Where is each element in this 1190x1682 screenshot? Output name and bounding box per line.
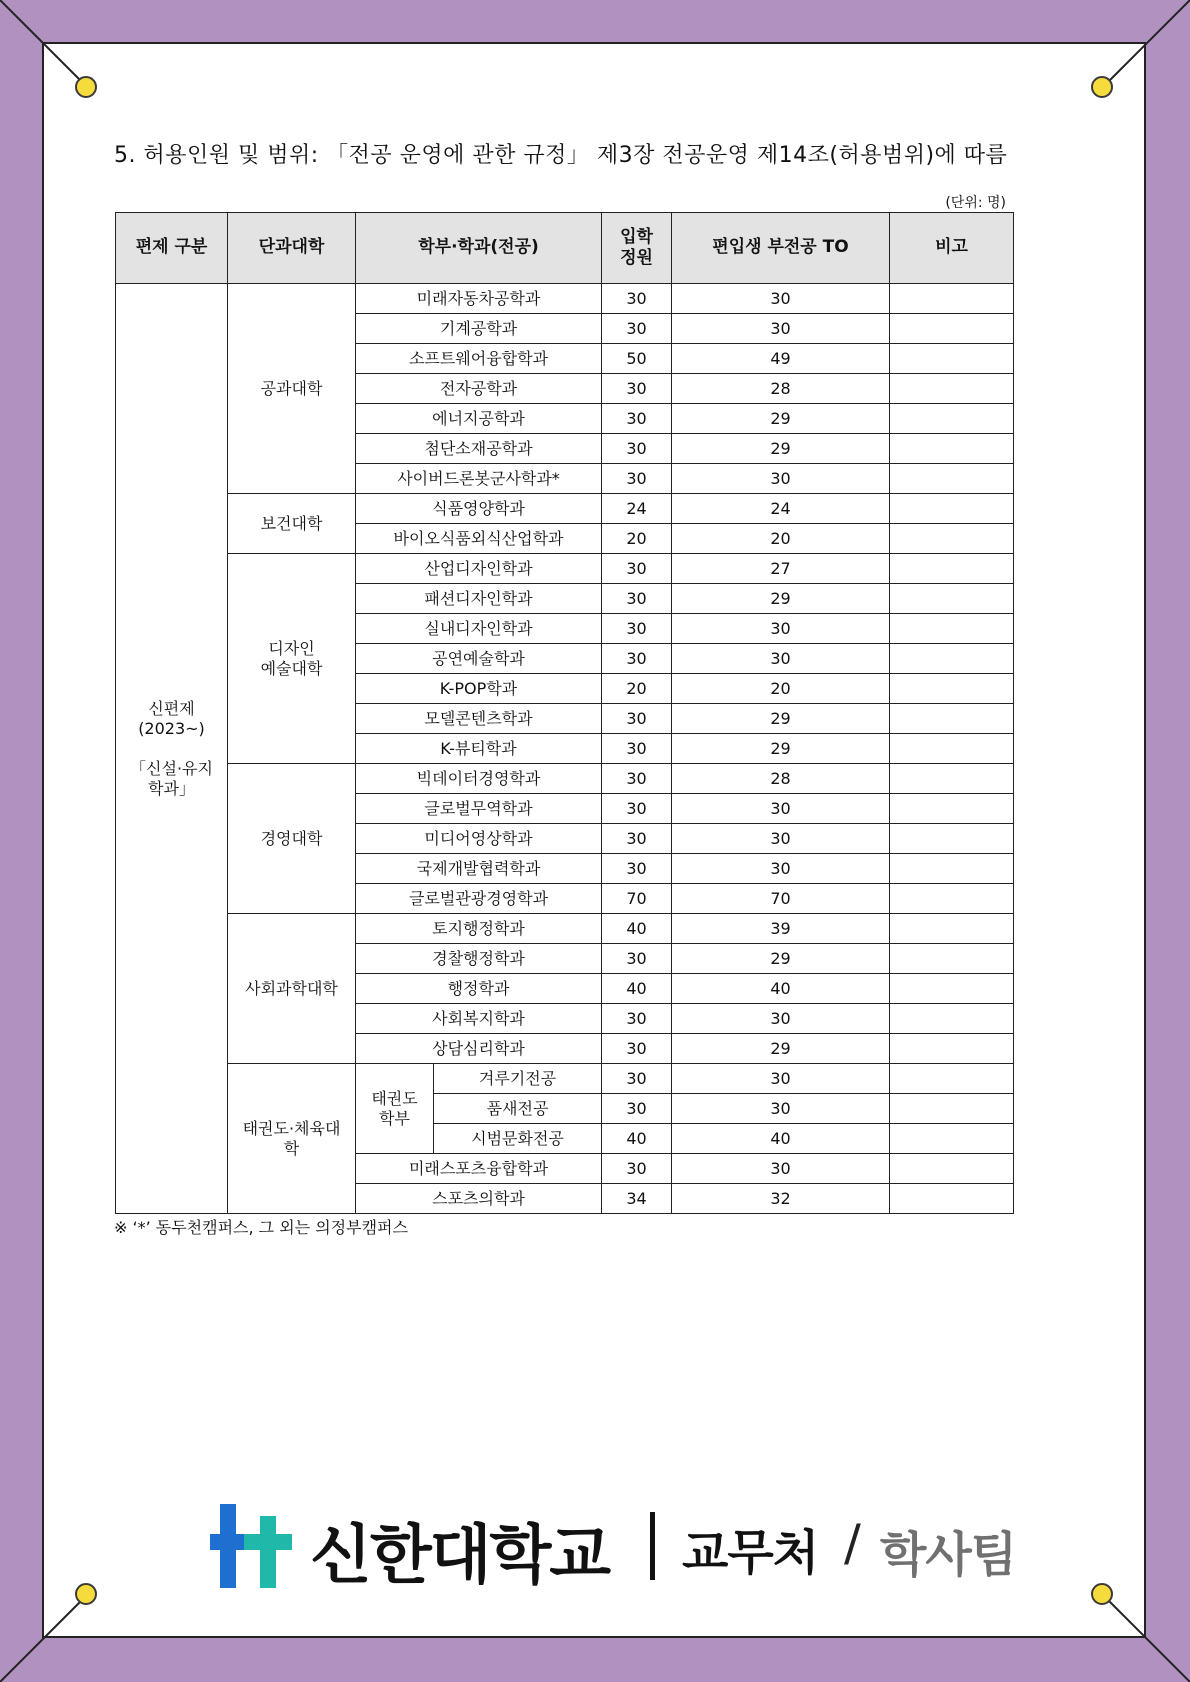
college-name: 사회과학대학 (228, 914, 356, 1064)
remarks-cell (890, 1184, 1014, 1214)
remarks-cell (890, 1064, 1014, 1094)
remarks-cell (890, 794, 1014, 824)
campus-note: ※ ‘*’ 동두천캠퍼스, 그 외는 의정부캠퍼스 (114, 1218, 408, 1237)
quota-value: 30 (602, 434, 672, 464)
minor-to-value: 30 (672, 464, 890, 494)
department-name: 행정학과 (356, 974, 602, 1004)
department-name: 글로벌관광경영학과 (356, 884, 602, 914)
remarks-cell (890, 524, 1014, 554)
department-name: 에너지공학과 (356, 404, 602, 434)
major-name: 품새전공 (434, 1094, 602, 1124)
minor-to-value: 70 (672, 884, 890, 914)
major-name: 겨루기전공 (434, 1064, 602, 1094)
department-name: 소프트웨어융합학과 (356, 344, 602, 374)
remarks-cell (890, 674, 1014, 704)
quota-value: 20 (602, 524, 672, 554)
division-name: 태권도 학부 (356, 1064, 434, 1154)
minor-to-value: 28 (672, 374, 890, 404)
department-name: 바이오식품외식산업학과 (356, 524, 602, 554)
remarks-cell (890, 1124, 1014, 1154)
major-name: 시범문화전공 (434, 1124, 602, 1154)
pin-top-left (75, 76, 97, 98)
quota-value: 30 (602, 284, 672, 314)
minor-to-value: 29 (672, 944, 890, 974)
minor-to-value: 40 (672, 1124, 890, 1154)
minor-to-value: 29 (672, 734, 890, 764)
quota-value: 30 (602, 554, 672, 584)
logo-slash: / (844, 1514, 861, 1572)
department-name: 공연예술학과 (356, 644, 602, 674)
department-name: 상담심리학과 (356, 1034, 602, 1064)
quota-value: 40 (602, 914, 672, 944)
department-name: 실내디자인학과 (356, 614, 602, 644)
logo-university-name: 신한대학교 (310, 1519, 610, 1593)
minor-to-value: 39 (672, 914, 890, 944)
college-name: 보건대학 (228, 494, 356, 554)
header-minor-to: 편입생 부전공 TO (672, 213, 890, 284)
college-name: 공과대학 (228, 284, 356, 494)
minor-to-value: 20 (672, 674, 890, 704)
minor-to-value: 30 (672, 824, 890, 854)
table-row (116, 554, 1014, 584)
remarks-cell (890, 404, 1014, 434)
quota-value: 30 (602, 1094, 672, 1124)
remarks-cell (890, 884, 1014, 914)
department-name: 글로벌무역학과 (356, 794, 602, 824)
header-department: 학부·학과(전공) (356, 213, 602, 284)
quota-value: 40 (602, 1124, 672, 1154)
minor-to-value: 30 (672, 1094, 890, 1124)
minor-to-value: 30 (672, 854, 890, 884)
section-heading: 5. 허용인원 및 범위: 「전공 운영에 관한 규정」 제3장 전공운영 제14조(허용범위)에 따름 (114, 143, 1008, 168)
department-name: 미래자동차공학과 (356, 284, 602, 314)
remarks-cell (890, 914, 1014, 944)
department-name: 미래스포츠융합학과 (356, 1154, 602, 1184)
quota-value: 70 (602, 884, 672, 914)
minor-to-value: 29 (672, 404, 890, 434)
quota-value: 30 (602, 1154, 672, 1184)
quota-value: 50 (602, 344, 672, 374)
remarks-cell (890, 1094, 1014, 1124)
department-name: 모델콘텐츠학과 (356, 704, 602, 734)
table-row (116, 494, 1014, 524)
college-name: 경영대학 (228, 764, 356, 914)
header-quota: 입학 정원 (602, 213, 672, 284)
remarks-cell (890, 644, 1014, 674)
quota-value: 30 (602, 584, 672, 614)
remarks-cell (890, 434, 1014, 464)
minor-to-value: 30 (672, 614, 890, 644)
table-row (116, 1064, 1014, 1094)
remarks-cell (890, 854, 1014, 884)
pin-top-right (1091, 76, 1113, 98)
minor-to-value: 30 (672, 794, 890, 824)
minor-to-value: 29 (672, 1034, 890, 1064)
minor-to-value: 30 (672, 314, 890, 344)
table-row (116, 914, 1014, 944)
table-header-row (116, 213, 1014, 284)
quota-value: 30 (602, 794, 672, 824)
remarks-cell (890, 584, 1014, 614)
department-name: 경찰행정학과 (356, 944, 602, 974)
department-name: 국제개발협력학과 (356, 854, 602, 884)
minor-to-value: 30 (672, 1004, 890, 1034)
minor-to-value: 29 (672, 584, 890, 614)
pin-bottom-left (75, 1583, 97, 1605)
quota-value: 30 (602, 1034, 672, 1064)
quota-value: 30 (602, 1004, 672, 1034)
remarks-cell (890, 764, 1014, 794)
minor-to-value: 29 (672, 704, 890, 734)
remarks-cell (890, 1154, 1014, 1184)
table-row (116, 764, 1014, 794)
department-name: 미디어영상학과 (356, 824, 602, 854)
remarks-cell (890, 314, 1014, 344)
department-name: 빅데이터경영학과 (356, 764, 602, 794)
quota-value: 30 (602, 764, 672, 794)
logo-team: 학사팀 (880, 1527, 1017, 1583)
logo-divider (650, 1512, 655, 1580)
remarks-cell (890, 344, 1014, 374)
remarks-cell (890, 464, 1014, 494)
university-logo (210, 1500, 1017, 1593)
quota-table (115, 212, 1014, 1214)
header-category: 편제 구분 (116, 213, 228, 284)
logo-department: 교무처 (682, 1525, 819, 1581)
minor-to-value: 27 (672, 554, 890, 584)
quota-value: 30 (602, 704, 672, 734)
minor-to-value: 40 (672, 974, 890, 1004)
department-name: 토지행정학과 (356, 914, 602, 944)
department-name: 스포츠의학과 (356, 1184, 602, 1214)
remarks-cell (890, 614, 1014, 644)
minor-to-value: 32 (672, 1184, 890, 1214)
department-name: 패션디자인학과 (356, 584, 602, 614)
quota-value: 34 (602, 1184, 672, 1214)
college-name: 디자인 예술대학 (228, 554, 356, 764)
remarks-cell (890, 944, 1014, 974)
unit-label: (단위: 명) (945, 195, 1006, 211)
minor-to-value: 30 (672, 1064, 890, 1094)
table-row (116, 284, 1014, 314)
remarks-cell (890, 494, 1014, 524)
quota-value: 24 (602, 494, 672, 524)
remarks-cell (890, 824, 1014, 854)
minor-to-value: 20 (672, 524, 890, 554)
remarks-cell (890, 1004, 1014, 1034)
quota-value: 30 (602, 734, 672, 764)
quota-value: 30 (602, 854, 672, 884)
department-name: 첨단소재공학과 (356, 434, 602, 464)
quota-value: 30 (602, 464, 672, 494)
quota-value: 40 (602, 974, 672, 1004)
university-emblem-icon (210, 1504, 292, 1588)
remarks-cell (890, 374, 1014, 404)
minor-to-value: 28 (672, 764, 890, 794)
department-name: 사회복지학과 (356, 1004, 602, 1034)
remarks-cell (890, 1034, 1014, 1064)
remarks-cell (890, 554, 1014, 584)
minor-to-value: 30 (672, 644, 890, 674)
remarks-cell (890, 974, 1014, 1004)
remarks-cell (890, 284, 1014, 314)
header-remarks: 비고 (890, 213, 1014, 284)
quota-value: 30 (602, 614, 672, 644)
quota-value: 30 (602, 1064, 672, 1094)
department-name: K-POP학과 (356, 674, 602, 704)
minor-to-value: 30 (672, 1154, 890, 1184)
remarks-cell (890, 704, 1014, 734)
quota-value: 30 (602, 314, 672, 344)
department-name: 기계공학과 (356, 314, 602, 344)
department-name: 사이버드론봇군사학과* (356, 464, 602, 494)
quota-value: 30 (602, 944, 672, 974)
college-name: 태권도·체육대 학 (228, 1064, 356, 1214)
department-name: 식품영양학과 (356, 494, 602, 524)
minor-to-value: 30 (672, 284, 890, 314)
department-name: K-뷰티학과 (356, 734, 602, 764)
minor-to-value: 29 (672, 434, 890, 464)
department-name: 전자공학과 (356, 374, 602, 404)
quota-value: 30 (602, 374, 672, 404)
quota-value: 30 (602, 644, 672, 674)
quota-value: 30 (602, 404, 672, 434)
quota-value: 30 (602, 824, 672, 854)
quota-value: 20 (602, 674, 672, 704)
header-college: 단과대학 (228, 213, 356, 284)
remarks-cell (890, 734, 1014, 764)
group-label: 신편제 (2023~) 「신설·유지 학과」 (116, 284, 228, 1214)
department-name: 산업디자인학과 (356, 554, 602, 584)
minor-to-value: 24 (672, 494, 890, 524)
pin-bottom-right (1091, 1583, 1113, 1605)
minor-to-value: 49 (672, 344, 890, 374)
